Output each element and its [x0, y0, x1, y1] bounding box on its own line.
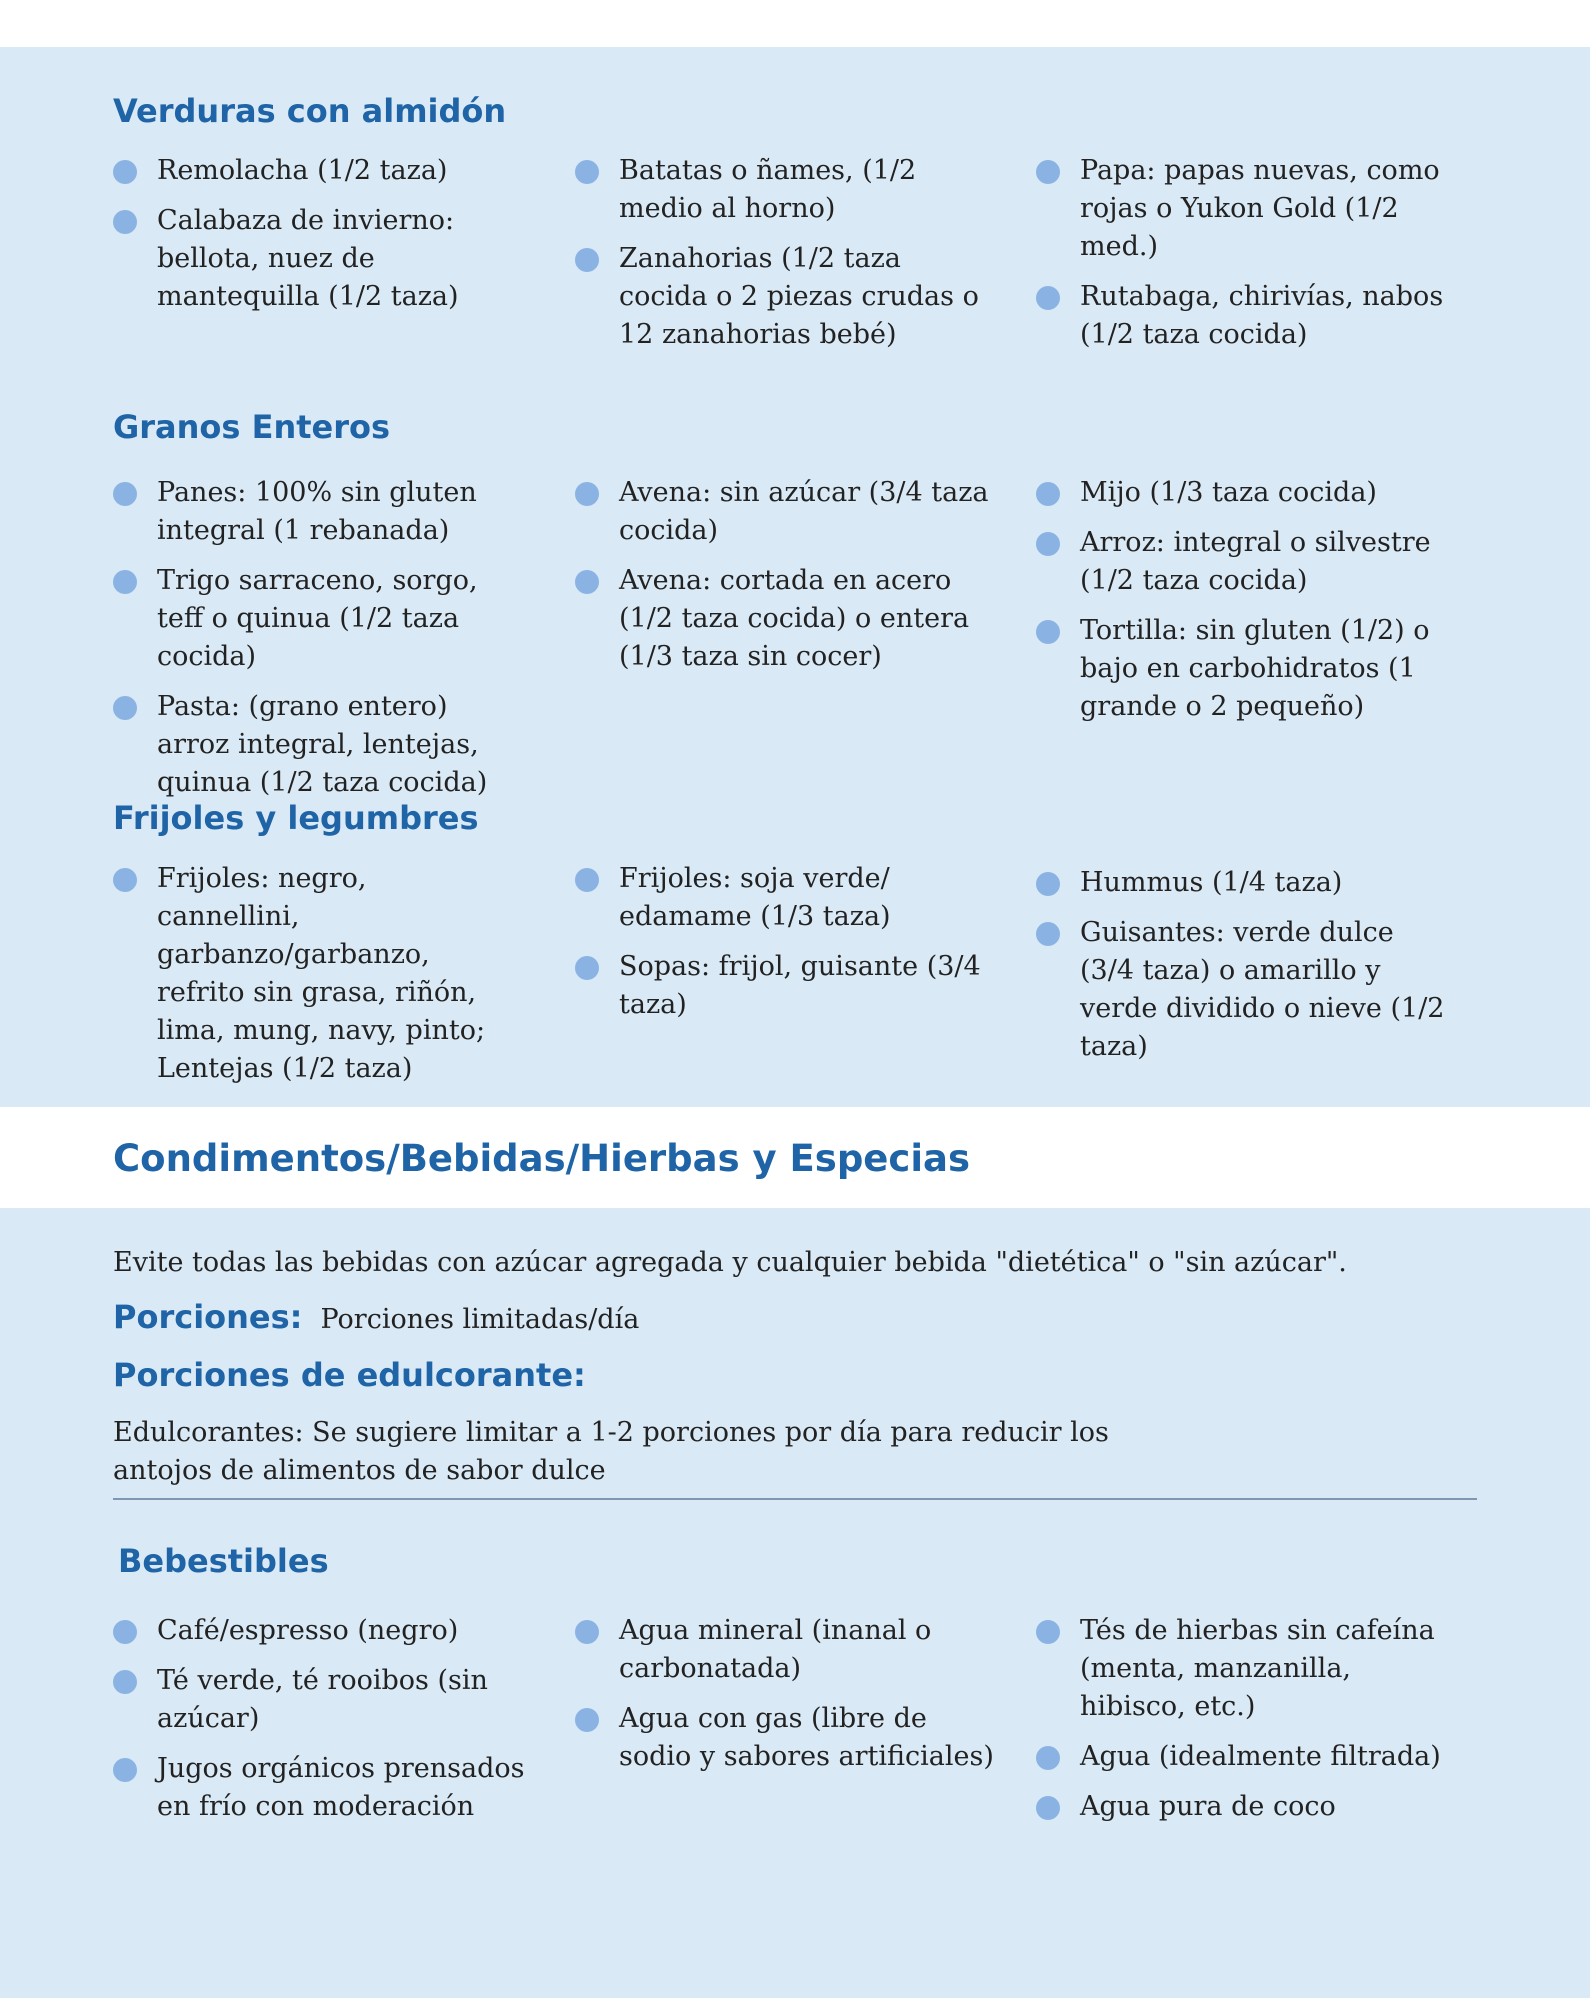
list-item: Agua pura de coco	[1036, 1788, 1456, 1826]
list-item: Remolacha (1/2 taza)	[113, 152, 513, 190]
list-item: Trigo sarraceno, sorgo, teff o quinua (1/2 taza cocida)	[113, 562, 513, 676]
list-item: Mijo (1/3 taza cocida)	[1036, 474, 1456, 512]
bullet-icon	[113, 1758, 137, 1782]
divider	[113, 1498, 1477, 1500]
bullet-icon	[113, 570, 137, 594]
beans-legumes-col2	[575, 860, 995, 1036]
bullet-icon	[1036, 1620, 1060, 1644]
bullet-icon	[1036, 160, 1060, 184]
bullet-icon	[1036, 872, 1060, 896]
list-item: Jugos orgánicos prensados en frío con moderación	[113, 1750, 533, 1826]
sweetener-text: Edulcorantes: Se sugiere limitar a 1-2 porciones por día para reducir los antojos de alimentos de sabor dulce	[113, 1417, 1109, 1486]
bullet-icon	[113, 1620, 137, 1644]
list-item: Frijoles: negro, cannellini, garbanzo/garbanzo, refrito sin grasa, riñón, lima, mung, navy, pinto; Lentejas (1/2 taza)	[113, 860, 513, 1088]
bullet-icon	[1036, 482, 1060, 506]
list-item: Sopas: frijol, guisante (3/4 taza)	[575, 948, 995, 1024]
bullet-icon	[575, 482, 599, 506]
list-item: Zanahorias (1/2 taza cocida o 2 piezas crudas o 12 zanahorias bebé)	[575, 240, 995, 354]
bullet-icon	[113, 160, 137, 184]
bullet-icon	[575, 248, 599, 272]
list-item: Papa: papas nuevas, como rojas o Yukon Gold (1/2 med.)	[1036, 152, 1456, 266]
starchy-vegetables-col2	[575, 152, 995, 366]
whole-grains-col3	[1036, 474, 1456, 738]
list-item: Guisantes: verde dulce (3/4 taza) o amarillo y verde dividido o nieve (1/2 taza)	[1036, 914, 1456, 1066]
beans-legumes-col3	[1036, 864, 1456, 1078]
list-item: Avena: cortada en acero (1/2 taza cocida) o entera (1/3 taza sin cocer)	[575, 562, 995, 676]
list-item: Batatas o ñames, (1/2 medio al horno)	[575, 152, 995, 228]
list-item: Calabaza de invierno: bellota, nuez de mantequilla (1/2 taza)	[113, 202, 513, 316]
bullet-icon	[113, 210, 137, 234]
list-item: Frijoles: soja verde/ edamame (1/3 taza)	[575, 860, 995, 936]
starchy-vegetables-col3	[1036, 152, 1456, 366]
list-item: Agua (idealmente filtrada)	[1036, 1738, 1456, 1776]
list-item: Arroz: integral o silvestre (1/2 taza cocida)	[1036, 524, 1456, 600]
bullet-icon	[575, 570, 599, 594]
list-item: Panes: 100% sin gluten integral (1 rebanada)	[113, 474, 513, 550]
bullet-icon	[113, 1670, 137, 1694]
list-item: Rutabaga, chirivías, nabos (1/2 taza cocida)	[1036, 278, 1456, 354]
bullet-icon	[1036, 620, 1060, 644]
portions-label: Porciones:	[113, 1298, 303, 1336]
starchy-vegetables-col1	[113, 152, 513, 328]
bullet-icon	[1036, 1746, 1060, 1770]
list-item: Té verde, té rooibos (sin azúcar)	[113, 1662, 533, 1738]
whole-grains-col2	[575, 474, 995, 688]
list-item: Pasta: (grano entero) arroz integral, lentejas, quinua (1/2 taza cocida)	[113, 688, 513, 802]
drinks-col2	[575, 1612, 995, 1788]
bullet-icon	[1036, 286, 1060, 310]
beans-legumes-col1	[113, 860, 513, 1100]
bullet-icon	[575, 1620, 599, 1644]
drinks-heading: Bebestibles	[118, 1542, 329, 1580]
whole-grains-heading: Granos Enteros	[113, 408, 391, 446]
list-item: Tortilla: sin gluten (1/2) o bajo en carbohidratos (1 grande o 2 pequeño)	[1036, 612, 1456, 726]
starchy-vegetables-heading: Verduras con almidón	[113, 92, 507, 130]
bullet-icon	[113, 696, 137, 720]
drinks-col1	[113, 1612, 533, 1838]
bullet-icon	[1036, 922, 1060, 946]
drinks-col3	[1036, 1612, 1456, 1838]
list-item: Agua mineral (inanal o carbonatada)	[575, 1612, 995, 1688]
bullet-icon	[575, 1708, 599, 1732]
bullet-icon	[113, 482, 137, 506]
bullet-icon	[113, 868, 137, 892]
bullet-icon	[575, 868, 599, 892]
condiments-heading: Condimentos/Bebidas/Hierbas y Especias	[113, 1137, 970, 1180]
list-item: Café/espresso (negro)	[113, 1612, 533, 1650]
list-item: Avena: sin azúcar (3/4 taza cocida)	[575, 474, 995, 550]
bullet-icon	[575, 160, 599, 184]
list-item: Hummus (1/4 taza)	[1036, 864, 1456, 902]
bullet-icon	[1036, 532, 1060, 556]
whole-grains-col1	[113, 474, 513, 814]
bullet-icon	[1036, 1796, 1060, 1820]
portions-row	[113, 1298, 639, 1336]
sweetener-heading: Porciones de edulcorante:	[113, 1356, 586, 1394]
beans-legumes-heading: Frijoles y legumbres	[113, 799, 479, 837]
drinks-note: Evite todas las bebidas con azúcar agregada y cualquier bebida "dietética" o "sin azúcar".	[113, 1247, 1347, 1278]
list-item: Tés de hierbas sin cafeína (menta, manzanilla, hibisco, etc.)	[1036, 1612, 1456, 1726]
list-item: Agua con gas (libre de sodio y sabores artificiales)	[575, 1700, 995, 1776]
bullet-icon	[575, 956, 599, 980]
portions-value: Porciones limitadas/día	[320, 1304, 640, 1335]
